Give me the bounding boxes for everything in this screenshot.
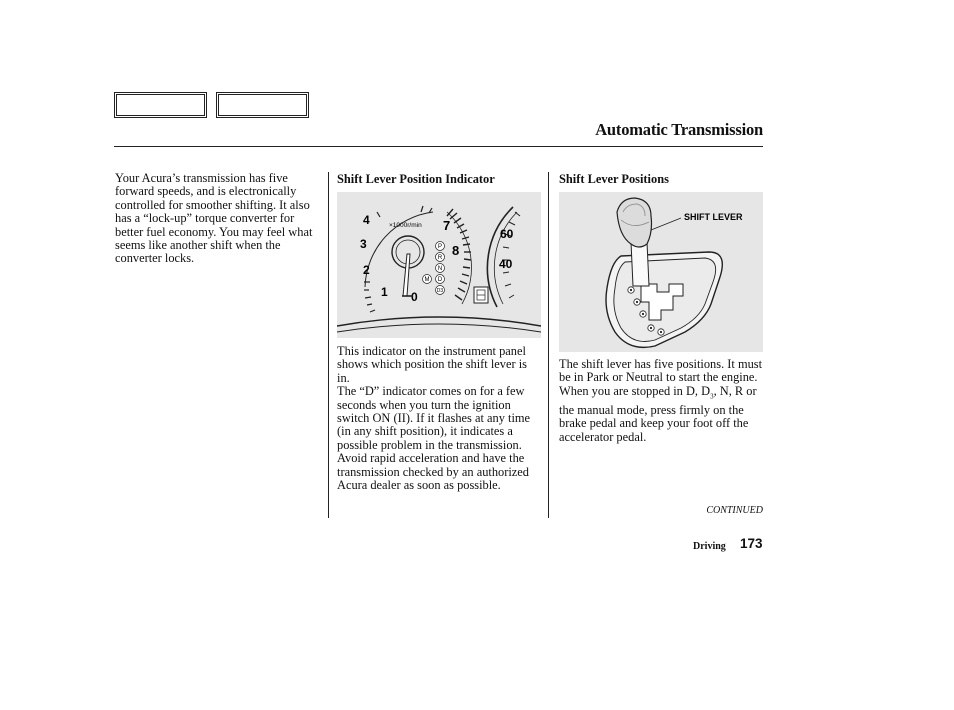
indicator-paragraph-1: This indicator on the instrument panel shows which position the shift lever is in.	[337, 344, 527, 385]
tach-number-1: 1	[381, 285, 388, 299]
nav-tab-box-1	[114, 92, 207, 118]
tach-number-8: 8	[452, 243, 460, 258]
instrument-panel-illustration	[337, 192, 541, 338]
intro-paragraph: Your Acura’s transmission has five forward speeds, and is electronically controlled for smoother shifting. It also has a “lock-up” torque converter for better fuel economy. You may feel what seems like another shift when the converter locks.	[115, 171, 313, 266]
rpm-scale-label: ×1000r/min	[389, 222, 422, 229]
indicator-m: M	[424, 277, 430, 283]
right-column-text	[559, 358, 763, 444]
shift-lever-callout: SHIFT LEVER	[684, 212, 743, 222]
tach-number-3: 3	[360, 237, 367, 251]
left-column	[115, 172, 320, 266]
indicator-p: P	[437, 244, 443, 250]
indicator-paragraph-2: The “D” indicator comes on for a few seconds when you turn the ignition switch ON (II). If it flashes at any time (in any shift position), it indicates a possible problem in the transmission. Avoid rapid acceleration and have the transmission checked by an authorized Acura dealer as soon as possible.	[337, 384, 531, 493]
speed-number-40: 40	[499, 257, 513, 271]
indicator-d: D	[437, 277, 443, 283]
indicator-figure	[337, 192, 541, 338]
page-number: 173	[740, 536, 763, 551]
speed-number-60: 60	[500, 227, 514, 241]
continued-label: CONTINUED	[706, 505, 763, 516]
page-title: Automatic Transmission	[595, 120, 763, 139]
tach-number-7: 7	[443, 218, 451, 233]
nav-tab-box-2	[216, 92, 309, 118]
middle-column-text	[337, 345, 539, 492]
title-rule	[114, 146, 763, 147]
shift-lever-figure	[559, 192, 763, 352]
positions-subscript: 3	[710, 392, 714, 401]
footer-section-label: Driving	[693, 541, 726, 552]
indicator-d3: D3	[436, 288, 444, 294]
positions-paragraph	[559, 358, 763, 444]
tach-number-4: 4	[363, 213, 370, 227]
tach-number-0: 0	[411, 290, 418, 304]
shift-lever-illustration	[559, 192, 763, 352]
indicator-heading: Shift Lever Position Indicator	[337, 172, 495, 186]
positions-text-after: , N, R or the manual mode, press firmly on the brake pedal and keep your foot off the accelerator pedal.	[559, 383, 757, 444]
indicator-r: R	[437, 255, 443, 261]
column-divider-1	[328, 172, 329, 518]
tach-number-2: 2	[363, 263, 370, 277]
positions-text-before: The shift lever has five positions. It must be in Park or Neutral to start the engine. When you are stopped in D, D	[559, 357, 763, 398]
positions-heading: Shift Lever Positions	[559, 172, 669, 186]
column-divider-2	[548, 172, 549, 518]
indicator-n: N	[437, 266, 443, 272]
